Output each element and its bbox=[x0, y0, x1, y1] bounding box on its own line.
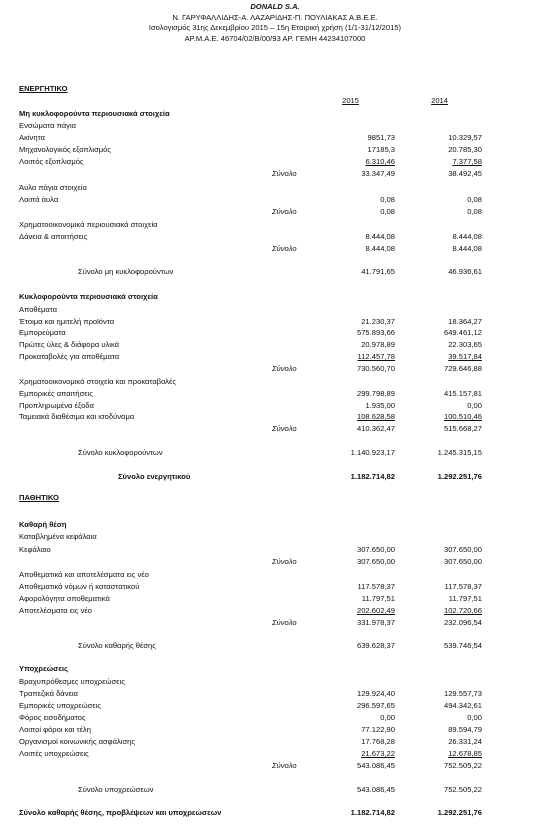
row-label: Άυλα πάγια στοιχεία bbox=[19, 183, 87, 192]
row-label: Ακίνητα bbox=[19, 133, 45, 142]
table-row bbox=[0, 712, 550, 723]
table-row bbox=[0, 411, 550, 422]
row-label: Κεφάλαιο bbox=[19, 545, 51, 554]
value-2014: 10.329,57 bbox=[448, 133, 482, 142]
section-total-label: Σύνολο καθαρής θέσης bbox=[78, 641, 156, 650]
table-row bbox=[0, 243, 550, 254]
company-partners: Ν. ΓΑΡΥΦΑΛΛΙΔΗΣ-Α. ΛΑΖΑΡΙΔΗΣ-Π. ΠΟΥΛΙΑΚΑΣ Α.Β.Ε.Ε. bbox=[172, 13, 378, 22]
value-2014: 649.461,12 bbox=[443, 328, 482, 337]
subtotal-label: Σύνολο bbox=[272, 618, 297, 627]
table-row bbox=[0, 363, 550, 374]
value-2014: 11.797,51 bbox=[448, 594, 482, 603]
table-row bbox=[0, 724, 550, 735]
value-2014: 0,00 bbox=[467, 713, 482, 722]
row-label: Σύνολο καθαρής θέσης, προβλέψεων και υποχρεώσεων bbox=[19, 808, 222, 817]
table-row bbox=[0, 569, 550, 580]
value-2015: 17185,3 bbox=[367, 145, 395, 154]
value-2015: 307.650,00 bbox=[356, 557, 395, 566]
value-2015: 331.978,37 bbox=[356, 618, 395, 627]
value-2015: 307.650,00 bbox=[356, 545, 395, 554]
value-2014: 729.646,88 bbox=[443, 364, 482, 373]
table-row bbox=[0, 581, 550, 592]
value-2015: 730.560,70 bbox=[356, 364, 395, 373]
row-label: Κυκλοφορούντα περιουσιακά στοιχεία bbox=[19, 292, 158, 301]
value-2015: 6.310,46 bbox=[365, 157, 395, 166]
value-2014: 12.678,85 bbox=[448, 749, 482, 758]
subtotal-label: Σύνολο bbox=[272, 169, 297, 178]
table-row bbox=[0, 231, 550, 242]
table-row bbox=[0, 194, 550, 205]
year-previous: 2014 bbox=[431, 96, 448, 105]
value-2015: 639.628,37 bbox=[356, 641, 395, 650]
value-2015: 33.347,49 bbox=[361, 169, 395, 178]
subtotal-label: Σύνολο bbox=[272, 761, 297, 770]
value-2015: 41.791,65 bbox=[361, 267, 395, 276]
value-2015: 20.978,89 bbox=[361, 340, 395, 349]
table-row bbox=[0, 388, 550, 399]
value-2014: 752.505,22 bbox=[443, 785, 482, 794]
value-2014: 539.746,54 bbox=[443, 641, 482, 650]
value-2015: 0,08 bbox=[380, 207, 395, 216]
value-2015: 543.086,45 bbox=[356, 785, 395, 794]
value-2014: 515.668,27 bbox=[443, 424, 482, 433]
value-2014: 100.510,46 bbox=[443, 412, 482, 421]
value-2014: 89.594,79 bbox=[448, 725, 482, 734]
value-2015: 117.578,37 bbox=[357, 582, 395, 591]
table-row bbox=[0, 605, 550, 616]
value-2014: 7.377,58 bbox=[452, 157, 482, 166]
company-name: DONALD S.A. bbox=[250, 2, 300, 11]
row-label: Αποθέματα bbox=[19, 305, 58, 314]
table-row bbox=[0, 700, 550, 711]
table-row bbox=[0, 519, 550, 530]
table-row bbox=[0, 219, 550, 230]
value-2014: 1.292.251,76 bbox=[437, 808, 482, 817]
table-row bbox=[0, 351, 550, 362]
value-2014: 307.650,00 bbox=[443, 557, 482, 566]
table-row bbox=[0, 748, 550, 759]
table-row bbox=[0, 736, 550, 747]
table-row bbox=[0, 471, 550, 482]
table-row bbox=[0, 688, 550, 699]
row-label: Ενσώματα πάγια bbox=[19, 121, 77, 130]
table-row bbox=[0, 784, 550, 795]
value-2014: 307.650,00 bbox=[443, 545, 482, 554]
value-2014: 20.785,30 bbox=[448, 145, 482, 154]
table-row bbox=[0, 423, 550, 434]
value-2015: 0,08 bbox=[380, 195, 395, 204]
table-row bbox=[0, 304, 550, 315]
row-label: Αποθεματικά και αποτελέσματα εις νέο bbox=[19, 570, 149, 579]
table-row bbox=[0, 132, 550, 143]
row-label: Λοιπός εξοπλισμός bbox=[19, 157, 84, 166]
value-2015: 112.457,78 bbox=[357, 352, 395, 361]
value-2015: 1.182.714,82 bbox=[350, 472, 395, 481]
value-2014: 0,00 bbox=[467, 401, 482, 410]
year-current: 2015 bbox=[342, 96, 359, 105]
row-label: Καταβλημένα κεφάλαια bbox=[19, 532, 97, 541]
value-2015: 202.602,49 bbox=[356, 606, 395, 615]
value-2015: 1.935,00 bbox=[365, 401, 395, 410]
row-label: Εμπορικές απαιτήσεις bbox=[19, 389, 93, 398]
row-label: ΕΝΕΡΓΗΤΙΚΟ bbox=[19, 84, 68, 93]
row-label: Μη κυκλοφορούντα περιουσιακά στοιχεία bbox=[19, 109, 170, 118]
row-label: Φόρος εισοδήματος bbox=[19, 713, 86, 722]
row-label: Λοιπά άυλα bbox=[19, 195, 59, 204]
table-row bbox=[0, 144, 550, 155]
section-total-label: Σύνολο μη κυκλοφορούντων bbox=[78, 267, 174, 276]
value-2014: 752.505,22 bbox=[443, 761, 482, 770]
row-label: Χρηματοοικονομικά περιουσιακά στοιχεία bbox=[19, 220, 158, 229]
value-2015: 0,00 bbox=[380, 713, 395, 722]
subtotal-label: Σύνολο bbox=[272, 364, 297, 373]
value-2015: 77.122,90 bbox=[361, 725, 395, 734]
row-label: Οργανισμοί κοινωνικής ασφάλισης bbox=[19, 737, 136, 746]
subtotal-label: Σύνολο bbox=[272, 424, 297, 433]
value-2015: 299.798,89 bbox=[356, 389, 395, 398]
value-2014: 38.492,45 bbox=[448, 169, 482, 178]
value-2015: 11.797,51 bbox=[361, 594, 395, 603]
table-row bbox=[0, 617, 550, 628]
value-2014: 8.444,08 bbox=[452, 232, 482, 241]
section-total-label: Σύνολο κυκλοφορούντων bbox=[78, 448, 163, 457]
row-label: Δάνεια & απαιτήσεις bbox=[19, 232, 88, 241]
table-row bbox=[0, 556, 550, 567]
table-row bbox=[0, 156, 550, 167]
row-label: Προπληρωμένα έξοδα bbox=[19, 401, 94, 410]
value-2015: 8.444,08 bbox=[365, 244, 395, 253]
table-row bbox=[0, 206, 550, 217]
row-label: Αποτελέσματα εις νέο bbox=[19, 606, 92, 615]
row-label: Πρώτες ύλες & διάφορα υλικά bbox=[19, 340, 120, 349]
row-label: Προκαταβολές για αποθέματα bbox=[19, 352, 120, 361]
table-row bbox=[0, 447, 550, 458]
value-2015: 8.444,08 bbox=[365, 232, 395, 241]
value-2014: 0,08 bbox=[467, 195, 482, 204]
row-label: Χρηματοοικονομικά στοιχεία και προκαταβολές bbox=[19, 377, 176, 386]
row-label: Αφορολόγητα αποθεματικά bbox=[19, 594, 110, 603]
row-label: Μηχανολογικός εξοπλισμός bbox=[19, 145, 112, 154]
grand-total-label: Σύνολο ενεργητικού bbox=[118, 472, 191, 481]
table-row bbox=[0, 168, 550, 179]
value-2014: 1.245.315,15 bbox=[437, 448, 482, 457]
value-2015: 17.768,28 bbox=[361, 737, 395, 746]
value-2015: 296.597,65 bbox=[356, 701, 395, 710]
table-row bbox=[0, 676, 550, 687]
row-label: Υποχρεώσεις bbox=[19, 664, 68, 673]
value-2015: 543.086,45 bbox=[356, 761, 395, 770]
row-label: Ταμειακά διαθέσιμα και ισοδύναμα bbox=[19, 412, 135, 421]
table-row bbox=[0, 760, 550, 771]
row-label: Εμπορικές υποχρεώσεις bbox=[19, 701, 102, 710]
table-row bbox=[0, 492, 550, 503]
value-2014: 1.292.251,76 bbox=[437, 472, 482, 481]
row-label: Αποθεματικά νόμων ή καταστατικού bbox=[19, 582, 140, 591]
table-row bbox=[0, 807, 550, 818]
value-2014: 46.936,61 bbox=[448, 267, 482, 276]
value-2015: 21.230,37 bbox=[361, 317, 395, 326]
row-label: Τραπεζικά δάνεια bbox=[19, 689, 78, 698]
table-row bbox=[0, 316, 550, 327]
value-2015: 9851,73 bbox=[367, 133, 395, 142]
table-row bbox=[0, 339, 550, 350]
table-row bbox=[0, 120, 550, 131]
row-label: Λοιποί φόροι και τέλη bbox=[19, 725, 91, 734]
value-2015: 1.182.714,82 bbox=[350, 808, 395, 817]
table-row bbox=[0, 327, 550, 338]
value-2015: 575.893,66 bbox=[356, 328, 395, 337]
value-2015: 108.628,58 bbox=[356, 412, 395, 421]
registry-numbers: ΑΡ.Μ.Α.Ε. 46704/02/Β/00/93 ΑΡ. ΓΕΜΗ 44234107000 bbox=[184, 34, 366, 43]
value-2014: 494.342,61 bbox=[443, 701, 482, 710]
value-2014: 415.157,81 bbox=[443, 389, 482, 398]
table-row bbox=[0, 663, 550, 674]
value-2014: 0,08 bbox=[467, 207, 482, 216]
table-row bbox=[0, 182, 550, 193]
value-2014: 129.557,73 bbox=[443, 689, 482, 698]
table-row bbox=[0, 376, 550, 387]
table-row bbox=[0, 108, 550, 119]
value-2014: 117.578,37 bbox=[444, 582, 482, 591]
row-label: Βραχυπρόθεσμες υποχρεώσεις bbox=[19, 677, 125, 686]
value-2015: 410.362,47 bbox=[356, 424, 395, 433]
subtotal-label: Σύνολο bbox=[272, 557, 297, 566]
table-row bbox=[0, 640, 550, 651]
value-2015: 129.924,40 bbox=[356, 689, 395, 698]
table-row bbox=[0, 531, 550, 542]
section-total-label: Σύνολο υποχρεώσεων bbox=[78, 785, 154, 794]
table-row bbox=[0, 83, 550, 94]
value-2014: 26.331,24 bbox=[448, 737, 482, 746]
table-row bbox=[0, 593, 550, 604]
row-label: Καθαρή θέση bbox=[19, 520, 67, 529]
row-label: Έτοιμα και ημιτελή προϊόντα bbox=[19, 317, 115, 326]
value-2014: 232.096,54 bbox=[443, 618, 482, 627]
subtotal-label: Σύνολο bbox=[272, 207, 297, 216]
value-2014: 18.364,27 bbox=[448, 317, 482, 326]
subtotal-label: Σύνολο bbox=[272, 244, 297, 253]
value-2015: 21.673,22 bbox=[361, 749, 395, 758]
row-label: Λοιπές υποχρεώσεις bbox=[19, 749, 89, 758]
fiscal-period: Ισολογισμός 31ης Δεκεμβρίου 2015 – 15η Εταιρική χρήση (1/1-31/12/2015) bbox=[148, 23, 402, 32]
value-2014: 22.303,65 bbox=[448, 340, 482, 349]
row-label: ΠΑΘΗΤΙΚΟ bbox=[19, 493, 59, 502]
table-row bbox=[0, 266, 550, 277]
year-header-row bbox=[0, 95, 550, 106]
table-row bbox=[0, 400, 550, 411]
value-2014: 8.444,08 bbox=[452, 244, 482, 253]
value-2014: 102.720,66 bbox=[443, 606, 482, 615]
value-2015: 1.140.923,17 bbox=[350, 448, 395, 457]
table-row bbox=[0, 544, 550, 555]
table-row bbox=[0, 291, 550, 302]
value-2014: 39.517,84 bbox=[448, 352, 482, 361]
row-label: Εμπορεύματα bbox=[19, 328, 66, 337]
